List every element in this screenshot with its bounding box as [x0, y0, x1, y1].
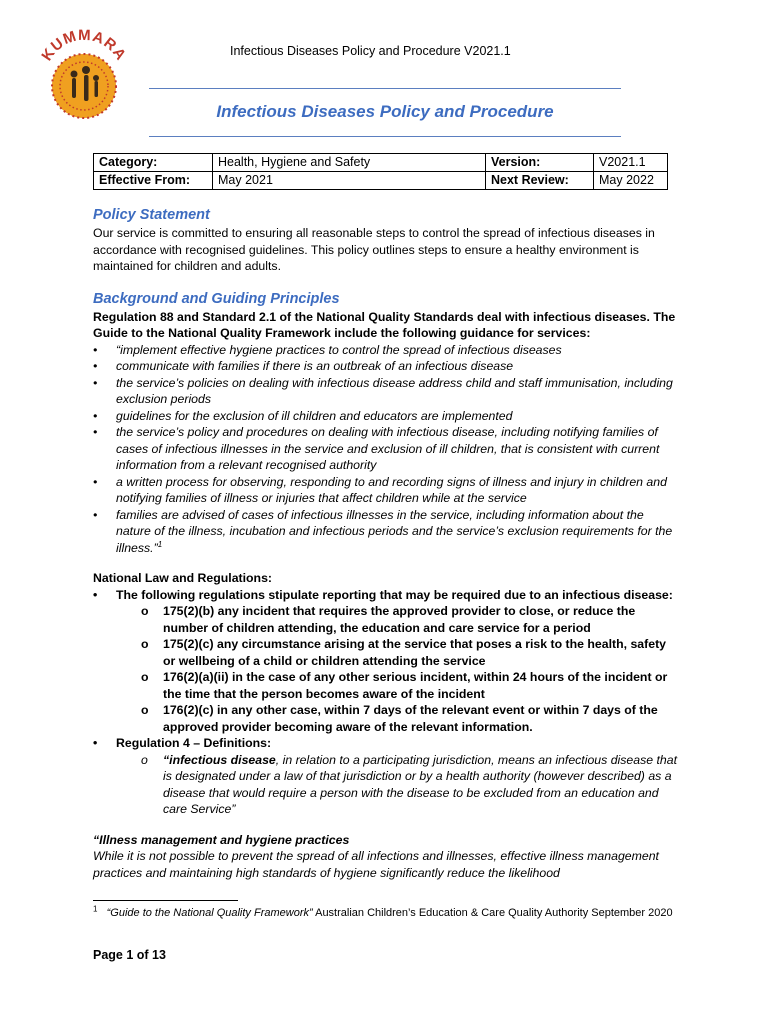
document-header-title: Infectious Diseases Policy and Procedure V2021.1	[230, 44, 511, 58]
regulation-item	[93, 587, 678, 604]
policy-statement-heading: Policy Statement	[93, 207, 210, 223]
footnote	[93, 906, 693, 920]
regulation-sub-item: o 175(2)(b) any incident that requires the approved provider to close, or reduce the number of children attending, the education and care service for a period	[93, 603, 678, 636]
guidance-item-text: families are advised of cases of infectious illnesses in the service, including information about the nature of the illness, incubation and infectious periods and the service’s exclusion requirements for the illness.”	[116, 507, 673, 555]
guidance-item: • the service’s policy and procedures on dealing with infectious disease, including notifying families of cases of infectious illnesses in the service and exclusion of ill children, that is consistent with current information from a relevant recognised authority	[93, 424, 678, 474]
definitions-list	[93, 735, 678, 752]
guidance-item-last	[93, 507, 678, 557]
footnote-ref[interactable]: 1	[157, 539, 163, 549]
effective-from-label: Effective From:	[94, 172, 213, 190]
next-review-value: May 2022	[594, 172, 668, 190]
definition-item	[93, 752, 678, 818]
national-law-list	[93, 587, 678, 604]
category-label: Category:	[94, 154, 213, 172]
version-label: Version:	[486, 154, 594, 172]
guidance-list	[93, 342, 678, 557]
guidance-item: • communicate with families if there is an outbreak of an infectious disease	[93, 358, 678, 375]
guidance-item: • “implement effective hygiene practices to control the spread of infectious diseases	[93, 342, 678, 359]
guidance-item: • guidelines for the exclusion of ill children and educators are implemented	[93, 408, 678, 425]
logo-text: KUMMARA	[38, 26, 130, 64]
page-title: Infectious Diseases Policy and Procedure	[216, 102, 554, 121]
kummara-logo	[36, 26, 132, 126]
definition-sub-list	[93, 752, 678, 818]
illness-heading: “Illness management and hygiene practices	[93, 832, 350, 847]
title-rule-bottom	[149, 136, 621, 137]
regulation-sub-list	[93, 603, 678, 735]
effective-from-value: May 2021	[213, 172, 486, 190]
document-body	[93, 205, 678, 881]
footnote-divider	[93, 900, 238, 901]
definitions-item: • Regulation 4 – Definitions:	[93, 735, 678, 752]
footnote-number: 1	[93, 904, 98, 914]
guidance-item: • a written process for observing, responding to and recording signs of illness and injury in children and notifying families of illness or injuries that affect children while at the service	[93, 474, 678, 507]
definition-text: , in relation to a participating jurisdiction, means an infectious disease that is designated under a law of that jurisdiction or by a health authority (however described) as a disease that would require a person with the disease to be excluded from an education and care Service”	[163, 752, 678, 816]
page-number: Page 1 of 13	[93, 948, 166, 962]
national-law-heading: National Law and Regulations:	[93, 571, 273, 585]
illness-text: While it is not possible to prevent the spread of all infections and illnesses, effective illness management practices and maintaining high standards of hygiene significantly reduce the likelihood	[93, 849, 659, 880]
regulation-sub-item: o 176(2)(a)(ii) in the case of any other serious incident, within 24 hours of the incident or the time that the person becomes aware of the incident	[93, 669, 678, 702]
category-value: Health, Hygiene and Safety	[213, 154, 486, 172]
policy-statement-text: Our service is committed to ensuring all reasonable steps to control the spread of infectious diseases in accordance with recognised guidelines. This policy outlines steps to ensure a healthy environment is maintained for children and adults.	[93, 226, 655, 273]
background-heading: Background and Guiding Principles	[93, 290, 340, 307]
policy-info-table	[93, 153, 668, 190]
title-rule-top	[149, 88, 621, 89]
footnote-text: Australian Children’s Education & Care Quality Authority September 2020	[312, 907, 673, 919]
regulation-sub-item: o 176(2)(c) in any other case, within 7 days of the relevant event or within 7 days of the approved provider becoming aware of the relevant information.	[93, 702, 678, 735]
footnote-title: “Guide to the National Quality Framework”	[106, 907, 313, 919]
background-intro: Regulation 88 and Standard 2.1 of the National Quality Standards deal with infectious diseases. The Guide to the National Quality Framework include the following guidance for services:	[93, 309, 676, 340]
next-review-label: Next Review:	[486, 172, 594, 190]
version-value: V2021.1	[594, 154, 668, 172]
definition-term: “infectious disease	[163, 752, 276, 767]
regulation-sub-item: o 175(2)(c) any circumstance arising at the service that poses a risk to the health, safety or wellbeing of a child or children attending the service	[93, 636, 678, 669]
regulation-item-text: The following regulations stipulate reporting that may be required due to an infectious disease:	[116, 587, 673, 602]
guidance-item: • the service’s policies on dealing with infectious disease address child and staff immunisation, including exclusion periods	[93, 375, 678, 408]
